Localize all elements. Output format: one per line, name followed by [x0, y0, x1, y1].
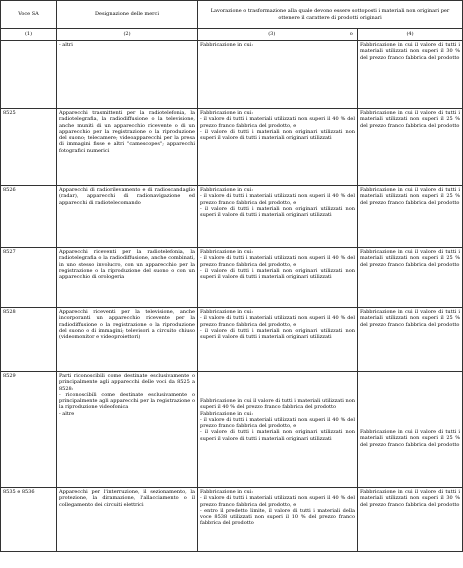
rule-line: Fabbricazione in cui:	[200, 249, 254, 255]
table-row	[1, 372, 463, 488]
header-hs-code: Voce SA	[1, 1, 57, 29]
row-code: 8526	[1, 186, 57, 248]
rule-line: - il valore di tutti i materiali non originari utilizzati non superi il valore di tutti i materiali originari utilizzati	[200, 327, 355, 341]
row-rule-3	[198, 248, 358, 308]
row-rule-4: Fabbricazione in cui il valore di tutti i materiali utilizzati non superi il 30 % del prezzo franco fabbrica del prodotto	[358, 41, 463, 109]
colnum-3: (3)	[198, 29, 346, 41]
table-row	[1, 41, 463, 109]
table-row	[1, 308, 463, 372]
row-code: 8535 e 8536	[1, 488, 57, 552]
row-rule-4: Fabbricazione in cui il valore di tutti i materiali utilizzati non superi il 25 % del prezzo franco fabbrica del prodotto	[358, 248, 463, 308]
row-rule-3	[198, 308, 358, 372]
rule-line: Fabbricazione in cui:	[200, 42, 254, 48]
table-row	[1, 186, 463, 248]
row-description	[57, 372, 198, 488]
rule-line: Fabbricazione in cui il valore di tutti i materiali utilizzati non superi il 25 % del prezzo franco fabbrica del prodotto	[360, 429, 461, 448]
rule-line: Fabbricazione in cui:	[200, 309, 254, 315]
colnum-or: o	[346, 29, 358, 41]
rule-line: Fabbricazione in cui:	[200, 110, 254, 116]
column-number-row	[1, 29, 463, 41]
row-code: 8528	[1, 308, 57, 372]
rule-line: - il valore di tutti i materiali utilizzati non superi il 40 % del prezzo franco fabbrica del prodotto, e	[200, 416, 355, 430]
rule-line: - entro il predetto limite, il valore di tutti i materiali della voce 8538 utilizzati non superi il 10 % del prezzo franco fabbrica del prodotto	[200, 507, 355, 527]
row-description: Apparecchi trasmittenti per la radiotelefonia, la radiotelegrafia, la radiodiffusione o la televisione, anche muniti di un apparecchio ricevente o di un apparecchio per la registrazione o la riproduzione del suono; telecamere; videoapparecchi per la presa di immagini fisse e altri "camescopes"; apparecchi fotografici numerici	[57, 109, 198, 186]
table-row	[1, 488, 463, 552]
row-description: Apparecchi riceventi per la televisione, anche incorporanti un apparecchio ricevente per la radiodiffusione o la registrazione o la riproduzione del suono o di immagini; televisori a circuito chiuso (videomonitor e videoproiettori)	[57, 308, 198, 372]
rule-line: - il valore di tutti i materiali utilizzati non superi il 40 % del prezzo franco fabbrica del prodotto, e	[200, 315, 355, 328]
colnum-1: (1)	[1, 29, 57, 41]
rule-line: Fabbricazione in cui il valore di tutti i materiali utilizzati non superi il 40 % del prezzo franco fabbrica del prodotto	[200, 398, 355, 411]
rule-line: - il valore di tutti i materiali non originari utilizzati non superi il valore di tutti i materiali originari utilizzati	[200, 429, 355, 442]
rule-line: Fabbricazione in cui:	[200, 489, 254, 495]
row-rule-4: Fabbricazione in cui il valore di tutti i materiali utilizzati non superi il 25 % del prezzo franco fabbrica del prodotto	[358, 186, 463, 248]
colnum-2: (2)	[57, 29, 198, 41]
row-rule-4: Fabbricazione in cui il valore di tutti i materiali utilizzati non superi il 25 % del prezzo franco fabbrica del prodotto	[358, 109, 463, 186]
row-code: 8525	[1, 109, 57, 186]
rule-line: - il valore di tutti i materiali utilizzati non superi il 40 % del prezzo franco fabbrica del prodotto, e	[200, 193, 355, 206]
rule-line: Fabbricazione in cui:	[200, 410, 254, 417]
row-rule-3	[198, 488, 358, 552]
row-code	[1, 41, 57, 109]
header-description: Designazione delle merci	[57, 1, 198, 29]
rule-line: - il valore di tutti i materiali utilizzati non superi il 40 % del prezzo franco fabbrica del prodotto, e	[200, 255, 355, 268]
rule-line: - il valore di tutti i materiali non originari utilizzati non superi il valore di tutti i materiali originari utilizzati	[200, 128, 355, 142]
rule-line: - il valore di tutti i materiali utilizzati non superi il 40 % del prezzo franco fabbrica del prodotto, e	[200, 495, 355, 508]
rule-line: - il valore di tutti i materiali non originari utilizzati non superi il valore di tutti i materiali originari utilizzati	[200, 205, 355, 219]
rule-line: Fabbricazione in cui:	[200, 187, 254, 193]
row-code: 8529	[1, 372, 57, 488]
table-header-row	[1, 1, 463, 29]
table-row	[1, 248, 463, 308]
row-description: Apparecchi per l'interruzione, il sezionamento, la protezione, la diramazione, l'allacciamento o il collegamento dei circuiti elettrici	[57, 488, 198, 552]
header-processing: Lavorazione o trasformazione alla quale devono essere sottoposti i materiali non originari per ottenere il carattere di prodotti originari	[198, 1, 463, 29]
desc-sub: - riconoscibili come destinate esclusivamente o principalmente agli apparecchi per la registrazione o la riproduzione videofonica	[59, 391, 195, 411]
rule-line: - il valore di tutti i materiali non originari utilizzati non superi il valore di tutti i materiali originari utilizzati	[200, 267, 355, 281]
row-description: - altri	[57, 41, 198, 109]
row-description: Apparecchi di radiorilevamento e di radioscandaglio (radar), apparecchi di radionavigazione ed apparecchi di radiotelecomando	[57, 186, 198, 248]
row-rule-4	[358, 372, 463, 488]
row-rule-3	[198, 109, 358, 186]
row-rule-4: Fabbricazione in cui il valore di tutti i materiali utilizzati non superi il 30 % del prezzo franco fabbrica del prodotto	[358, 488, 463, 552]
colnum-4: (4)	[358, 29, 463, 41]
rule-line: - il valore di tutti i materiali utilizzati non superi il 40 % del prezzo franco fabbrica del prodotto, e	[200, 116, 355, 129]
table-row	[1, 109, 463, 186]
row-rule-4: Fabbricazione in cui il valore di tutti i materiali utilizzati non superi il 25 % del prezzo franco fabbrica del prodotto	[358, 308, 463, 372]
row-description: Apparecchi riceventi per la radiotelefonia, la radiotelegrafia o la radiodiffusione, anche combinati, in uno stesso involucro, con un apparecchio per la registrazione o la riproduzione del suono o con un apparecchio di orologeria	[57, 248, 198, 308]
row-rule-3	[198, 41, 358, 109]
row-code: 8527	[1, 248, 57, 308]
row-rule-3	[198, 186, 358, 248]
row-rule-3	[198, 372, 358, 488]
desc-main: Parti riconoscibili come destinate esclusivamente o principalmente agli apparecchi delle voci da 8525 a 8528:	[59, 373, 195, 392]
desc-sub: - altre	[59, 410, 75, 417]
